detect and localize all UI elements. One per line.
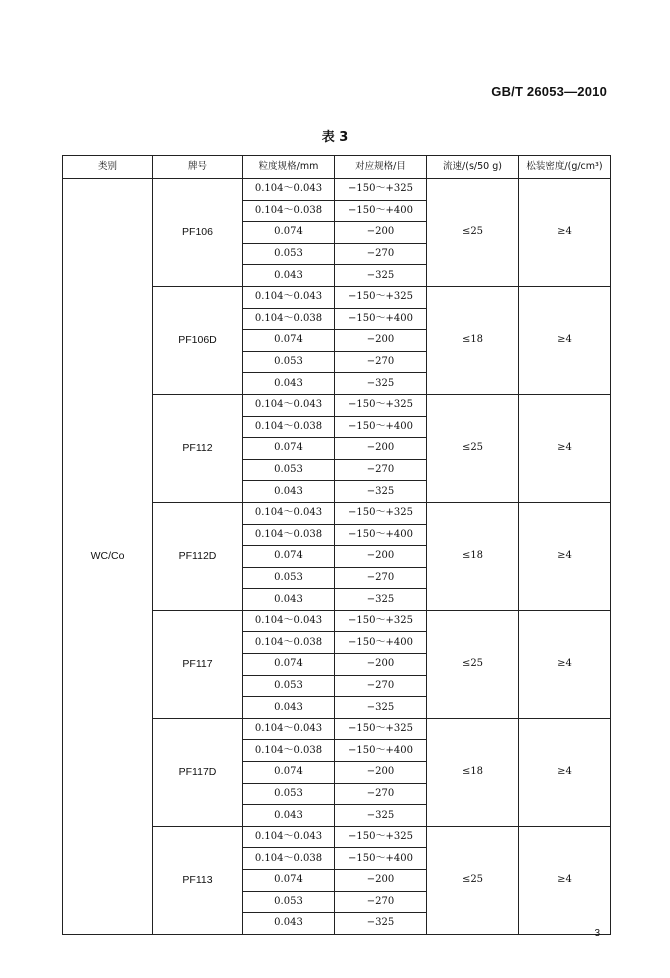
table-row [63,179,611,201]
column-header-particle-size: 粒度规格/mm [243,156,335,179]
particle-size-cell: 0.043 [243,481,335,503]
particle-size-cell: 0.074 [243,222,335,244]
mesh-cell: −150～+400 [335,632,427,654]
mesh-cell: −325 [335,481,427,503]
mesh-cell: −150～+400 [335,524,427,546]
flow-rate-cell: ≤18 [427,502,519,610]
particle-size-cell: 0.074 [243,870,335,892]
mesh-cell: −325 [335,589,427,611]
apparent-density-cell: ≥4 [519,718,611,826]
mesh-cell: −325 [335,805,427,827]
particle-size-cell: 0.104～0.038 [243,740,335,762]
grade-cell: PF106D [153,286,243,394]
particle-size-cell: 0.104～0.043 [243,286,335,308]
particle-size-cell: 0.074 [243,330,335,352]
category-cell: WC/Co [63,179,153,935]
particle-size-cell: 0.043 [243,589,335,611]
flow-rate-cell: ≤25 [427,179,519,287]
mesh-cell: −270 [335,243,427,265]
mesh-cell: −270 [335,459,427,481]
mesh-cell: −150～+400 [335,308,427,330]
mesh-cell: −150～+400 [335,416,427,438]
grade-cell: PF112D [153,502,243,610]
apparent-density-cell: ≥4 [519,502,611,610]
particle-size-cell: 0.074 [243,654,335,676]
particle-size-cell: 0.053 [243,351,335,373]
mesh-cell: −200 [335,870,427,892]
mesh-cell: −325 [335,697,427,719]
mesh-cell: −270 [335,567,427,589]
grade-cell: PF106 [153,179,243,287]
mesh-cell: −150～+325 [335,610,427,632]
particle-size-cell: 0.043 [243,913,335,935]
grade-cell: PF117 [153,610,243,718]
mesh-cell: −150～+325 [335,502,427,524]
particle-size-cell: 0.104～0.038 [243,416,335,438]
grade-cell: PF113 [153,826,243,934]
particle-size-cell: 0.043 [243,373,335,395]
mesh-cell: −150～+400 [335,848,427,870]
mesh-cell: −200 [335,762,427,784]
particle-size-cell: 0.104～0.043 [243,394,335,416]
mesh-cell: −200 [335,654,427,676]
mesh-cell: −325 [335,265,427,287]
column-header-flow-rate: 流速/(s/50 g) [427,156,519,179]
mesh-cell: −150～+325 [335,394,427,416]
column-header-grade: 牌号 [153,156,243,179]
mesh-cell: −200 [335,330,427,352]
column-header-apparent-density: 松装密度/(g/cm³) [519,156,611,179]
particle-size-cell: 0.104～0.038 [243,848,335,870]
table-title: 表 3 [321,130,349,145]
mesh-cell: −270 [335,675,427,697]
mesh-cell: −270 [335,891,427,913]
table-body [63,179,611,935]
apparent-density-cell: ≥4 [519,179,611,287]
apparent-density-cell: ≥4 [519,286,611,394]
particle-size-cell: 0.043 [243,805,335,827]
particle-size-cell: 0.104～0.038 [243,524,335,546]
particle-size-cell: 0.053 [243,783,335,805]
mesh-cell: −270 [335,351,427,373]
mesh-cell: −325 [335,913,427,935]
mesh-cell: −200 [335,438,427,460]
particle-size-cell: 0.053 [243,243,335,265]
particle-size-cell: 0.043 [243,265,335,287]
grade-cell: PF117D [153,718,243,826]
mesh-cell: −150～+325 [335,179,427,201]
mesh-cell: −150～+325 [335,826,427,848]
particle-size-cell: 0.104～0.043 [243,502,335,524]
mesh-cell: −150～+325 [335,718,427,740]
mesh-cell: −325 [335,373,427,395]
particle-size-cell: 0.104～0.043 [243,826,335,848]
mesh-cell: −150～+400 [335,200,427,222]
flow-rate-cell: ≤25 [427,826,519,934]
mesh-cell: −150～+400 [335,740,427,762]
particle-size-cell: 0.053 [243,567,335,589]
particle-size-cell: 0.104～0.043 [243,610,335,632]
particle-size-cell: 0.074 [243,762,335,784]
particle-size-cell: 0.053 [243,891,335,913]
mesh-cell: −200 [335,222,427,244]
particle-size-cell: 0.074 [243,546,335,568]
page-number: 3 [594,928,600,939]
particle-size-cell: 0.104～0.038 [243,632,335,654]
flow-rate-cell: ≤18 [427,286,519,394]
column-header-mesh: 对应规格/目 [335,156,427,179]
particle-size-cell: 0.104～0.043 [243,179,335,201]
mesh-cell: −200 [335,546,427,568]
apparent-density-cell: ≥4 [519,394,611,502]
particle-size-cell: 0.053 [243,675,335,697]
particle-size-cell: 0.043 [243,697,335,719]
flow-rate-cell: ≤18 [427,718,519,826]
grade-cell: PF112 [153,394,243,502]
column-header-category: 类别 [63,156,153,179]
mesh-cell: −150～+325 [335,286,427,308]
flow-rate-cell: ≤25 [427,394,519,502]
standard-code: GB/T 26053—2010 [491,84,607,99]
apparent-density-cell: ≥4 [519,826,611,934]
flow-rate-cell: ≤25 [427,610,519,718]
particle-size-cell: 0.074 [243,438,335,460]
particle-size-cell: 0.104～0.038 [243,308,335,330]
table-header-row [63,156,611,179]
particle-size-cell: 0.104～0.038 [243,200,335,222]
particle-size-cell: 0.053 [243,459,335,481]
mesh-cell: −270 [335,783,427,805]
apparent-density-cell: ≥4 [519,610,611,718]
specification-table [62,155,611,935]
particle-size-cell: 0.104～0.043 [243,718,335,740]
